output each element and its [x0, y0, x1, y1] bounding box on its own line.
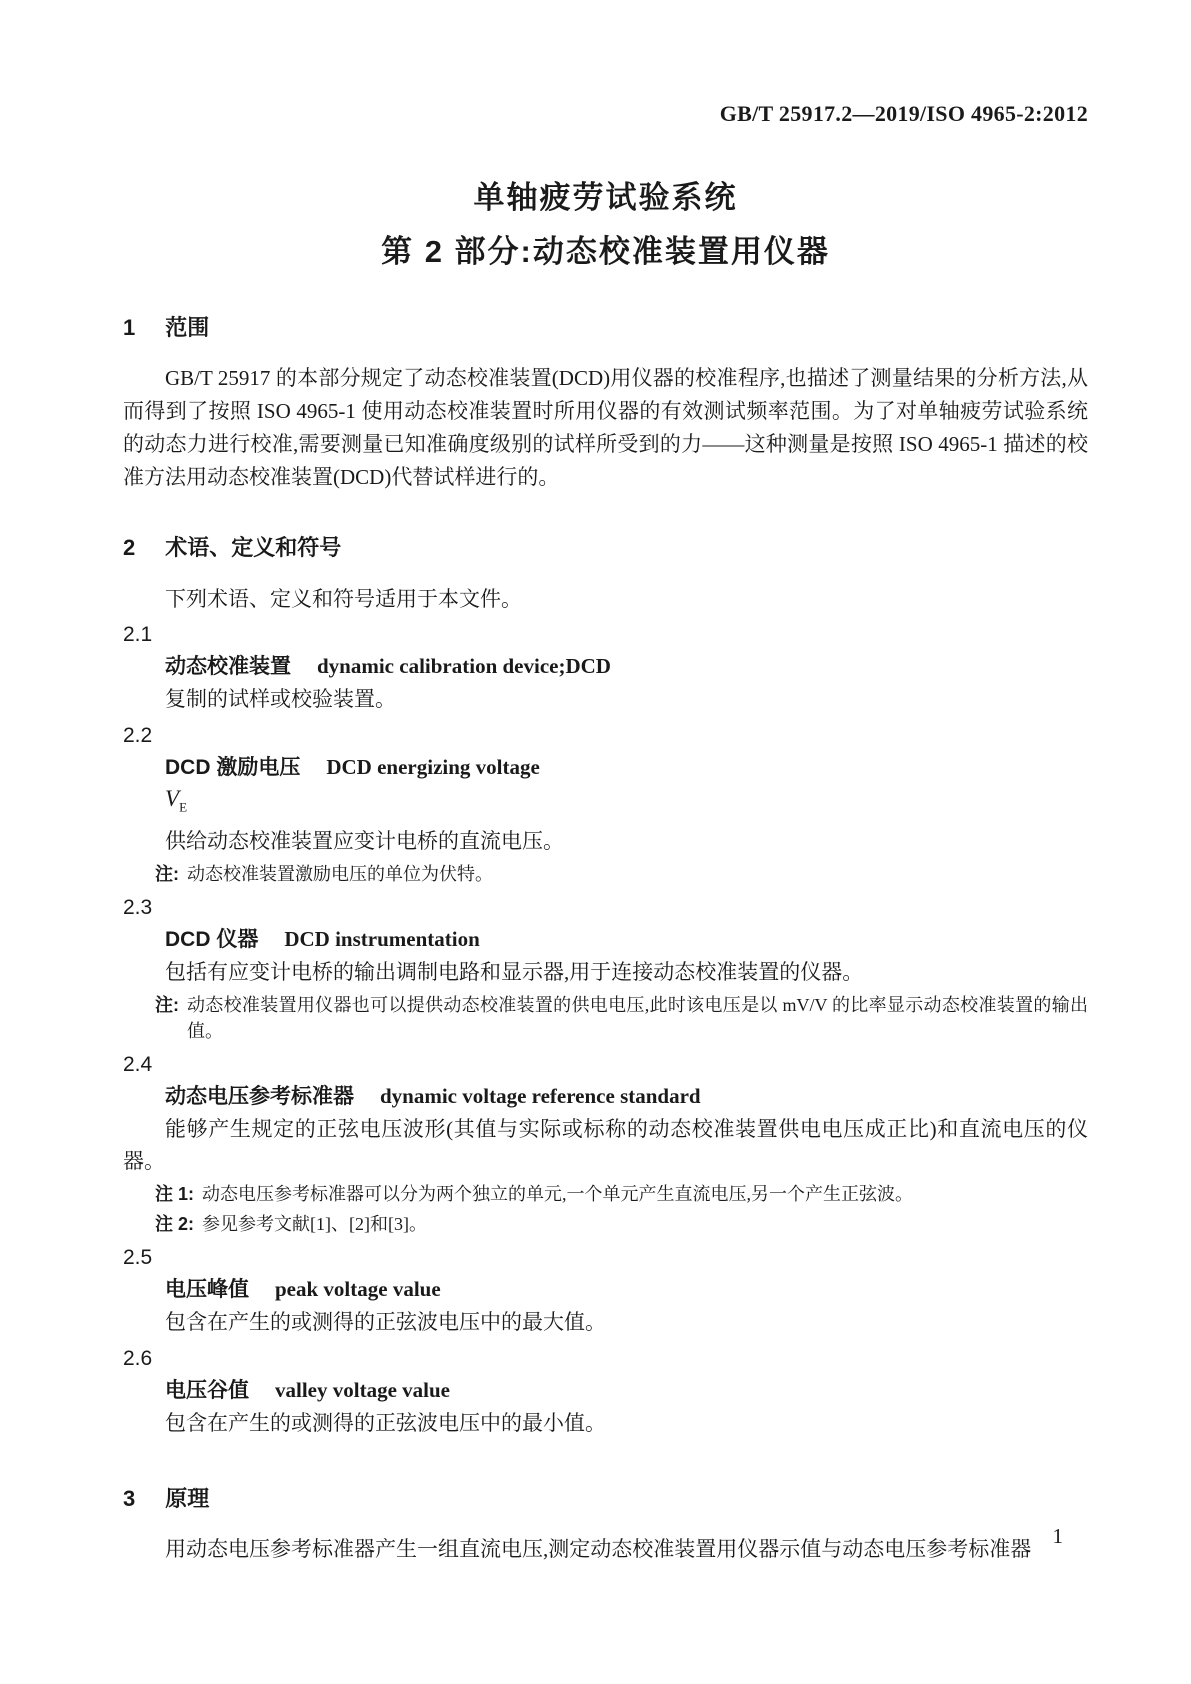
- clause-number: 2.2: [123, 724, 153, 747]
- symbol-subscript: E: [179, 799, 188, 815]
- doc-title-line1: 单轴疲劳试验系统: [473, 180, 738, 215]
- section-2-intro: 下列术语、定义和符号适用于本文件。: [165, 587, 522, 611]
- note-text: 动态电压参考标准器可以分为两个独立的单元,一个单元产生直流电压,另一个产生正弦波。: [202, 1183, 914, 1204]
- term-line: [123, 1082, 1088, 1111]
- section-3-paragraph: 用动态电压参考标准器产生一组直流电压,测定动态校准装置用仪器示值与动态电压参考标准器: [165, 1536, 1032, 1561]
- term-definition: 能够产生规定的正弦电压波形(其值与实际或标称的动态校准装置供电电压成正比)和直流电压的仪器。: [123, 1116, 1088, 1173]
- clause-number: 2.3: [123, 895, 153, 919]
- note-text: 参见参考文献[1]、[2]和[3]。: [202, 1213, 427, 1234]
- standard-code: GB/T 25917.2—2019/ISO 4965-2:2012: [719, 101, 1088, 126]
- term-note: [155, 861, 1088, 887]
- section-2-title: 术语、定义和符号: [165, 535, 342, 560]
- term-definition: 包括有应变计电桥的输出调制电路和显示器,用于连接动态校准装置的仪器。: [165, 959, 864, 984]
- term-note-2: [155, 1211, 1088, 1237]
- section-2-number: 2: [123, 535, 136, 560]
- clause-number: 2.4: [123, 1052, 153, 1076]
- document-title: [123, 176, 1088, 274]
- note-text: 动态校准装置用仪器也可以提供动态校准装置的供电电压,此时该电压是以 mV/V 的比率显示动态校准装置的输出值。: [187, 994, 1088, 1041]
- term-definition: 供给动态校准装置应变计电桥的直流电压。: [165, 828, 564, 853]
- doc-title-line2: 第 2 部分:动态校准装置用仪器: [381, 234, 830, 269]
- term-en: dynamic calibration device;DCD: [317, 654, 611, 678]
- term-block-2-5: [123, 1245, 1088, 1338]
- note-label: 注:: [155, 863, 179, 884]
- term-definition: 复制的试样或校验装置。: [165, 687, 396, 711]
- term-block-2-3: [123, 895, 1088, 1044]
- term-zh: 电压谷值: [165, 1378, 249, 1402]
- page-number: 1: [1052, 1524, 1063, 1548]
- clause-number: 2.1: [123, 623, 153, 646]
- term-zh: 动态电压参考标准器: [165, 1084, 354, 1108]
- note-label: 注:: [155, 994, 179, 1015]
- term-zh: DCD 激励电压: [165, 756, 301, 779]
- term-block-2-1: [123, 622, 1088, 715]
- term-line: [123, 1376, 1088, 1405]
- term-line: [123, 753, 1088, 782]
- term-en: DCD energizing voltage: [326, 755, 540, 779]
- symbol-base: V: [165, 786, 180, 811]
- term-symbol: [123, 784, 1088, 823]
- term-en: valley voltage value: [275, 1377, 450, 1402]
- term-block-2-4: [123, 1052, 1088, 1237]
- term-note: [155, 992, 1088, 1044]
- section-1-heading: [123, 314, 1088, 342]
- term-definition: 包含在产生的或测得的正弦波电压中的最大值。: [165, 1309, 606, 1334]
- section-2-heading: [123, 534, 1088, 562]
- term-line: [123, 925, 1088, 954]
- term-en: DCD instrumentation: [284, 926, 480, 951]
- note-label: 注 2:: [155, 1213, 195, 1234]
- term-line: [123, 652, 1088, 681]
- term-block-2-6: [123, 1346, 1088, 1439]
- section-1-paragraph: GB/T 25917 的本部分规定了动态校准装置(DCD)用仪器的校准程序,也描述了测量结果的分析方法,从而得到了按照 ISO 4965-1 使用动态校准装置时所用仪器的有效测试频率范围。为了对单轴疲劳试验系统的动态力进行校准,需要测量已知准确度级别的试样所受到的力——这种测量是按照 ISO 4965-1 描述的校准方法用动态校准装置(DCD)代替试样进行的。: [123, 366, 1088, 489]
- term-note-1: [155, 1181, 1088, 1207]
- term-zh: 电压峰值: [165, 1277, 249, 1301]
- section-1-number: 1: [123, 315, 136, 340]
- term-en: dynamic voltage reference standard: [380, 1083, 701, 1108]
- section-3-number: 3: [123, 1485, 136, 1511]
- clause-number: 2.5: [123, 1245, 153, 1269]
- section-3-heading: [123, 1485, 1088, 1513]
- term-en: peak voltage value: [275, 1276, 441, 1301]
- term-definition: 包含在产生的或测得的正弦波电压中的最小值。: [165, 1410, 606, 1435]
- term-line: [123, 1275, 1088, 1304]
- section-1-title: 范围: [165, 315, 210, 340]
- clause-number: 2.6: [123, 1346, 153, 1370]
- term-block-2-2: [123, 723, 1088, 887]
- term-zh: 动态校准装置: [165, 655, 291, 678]
- note-label: 注 1:: [155, 1183, 195, 1204]
- section-3-title: 原理: [165, 1485, 210, 1511]
- note-text: 动态校准装置激励电压的单位为伏特。: [187, 863, 493, 884]
- term-zh: DCD 仪器: [165, 927, 259, 951]
